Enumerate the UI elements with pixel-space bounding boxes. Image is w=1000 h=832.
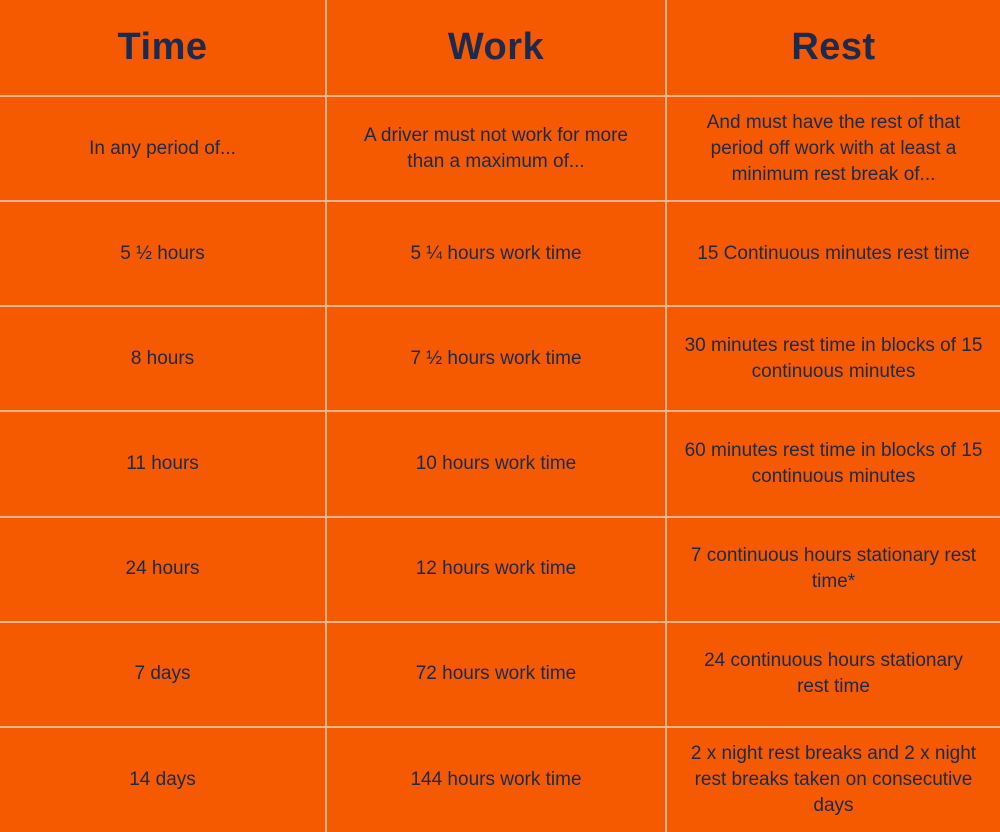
work-cell: 72 hours work time [326, 622, 666, 727]
header-row [0, 0, 1000, 96]
rest-cell: 24 continuous hours stationary rest time [666, 622, 1000, 727]
rest-cell: 30 minutes rest time in blocks of 15 continuous minutes [666, 306, 1000, 411]
work-cell: 5 ¼ hours work time [326, 201, 666, 306]
time-cell: 14 days [0, 727, 326, 832]
table-row [0, 727, 1000, 832]
time-cell: 8 hours [0, 306, 326, 411]
table-row [0, 622, 1000, 727]
rest-cell: And must have the rest of that period off work with at least a minimum rest break of... [666, 96, 1000, 201]
table-row [0, 201, 1000, 306]
time-cell: 5 ½ hours [0, 201, 326, 306]
work-cell: 10 hours work time [326, 411, 666, 516]
table-row [0, 96, 1000, 201]
header-time: Time [0, 0, 326, 96]
table-row [0, 411, 1000, 516]
rest-cell: 60 minutes rest time in blocks of 15 continuous minutes [666, 411, 1000, 516]
time-cell: 24 hours [0, 517, 326, 622]
rest-cell: 7 continuous hours stationary rest time* [666, 517, 1000, 622]
table-row [0, 306, 1000, 411]
time-cell: In any period of... [0, 96, 326, 201]
rest-cell: 2 x night rest breaks and 2 x night rest breaks taken on consecutive days [666, 727, 1000, 832]
time-cell: 11 hours [0, 411, 326, 516]
work-cell: 144 hours work time [326, 727, 666, 832]
work-cell: 7 ½ hours work time [326, 306, 666, 411]
header-rest: Rest [666, 0, 1000, 96]
table-row [0, 517, 1000, 622]
work-cell: 12 hours work time [326, 517, 666, 622]
work-cell: A driver must not work for more than a maximum of... [326, 96, 666, 201]
time-cell: 7 days [0, 622, 326, 727]
header-work: Work [326, 0, 666, 96]
rest-cell: 15 Continuous minutes rest time [666, 201, 1000, 306]
